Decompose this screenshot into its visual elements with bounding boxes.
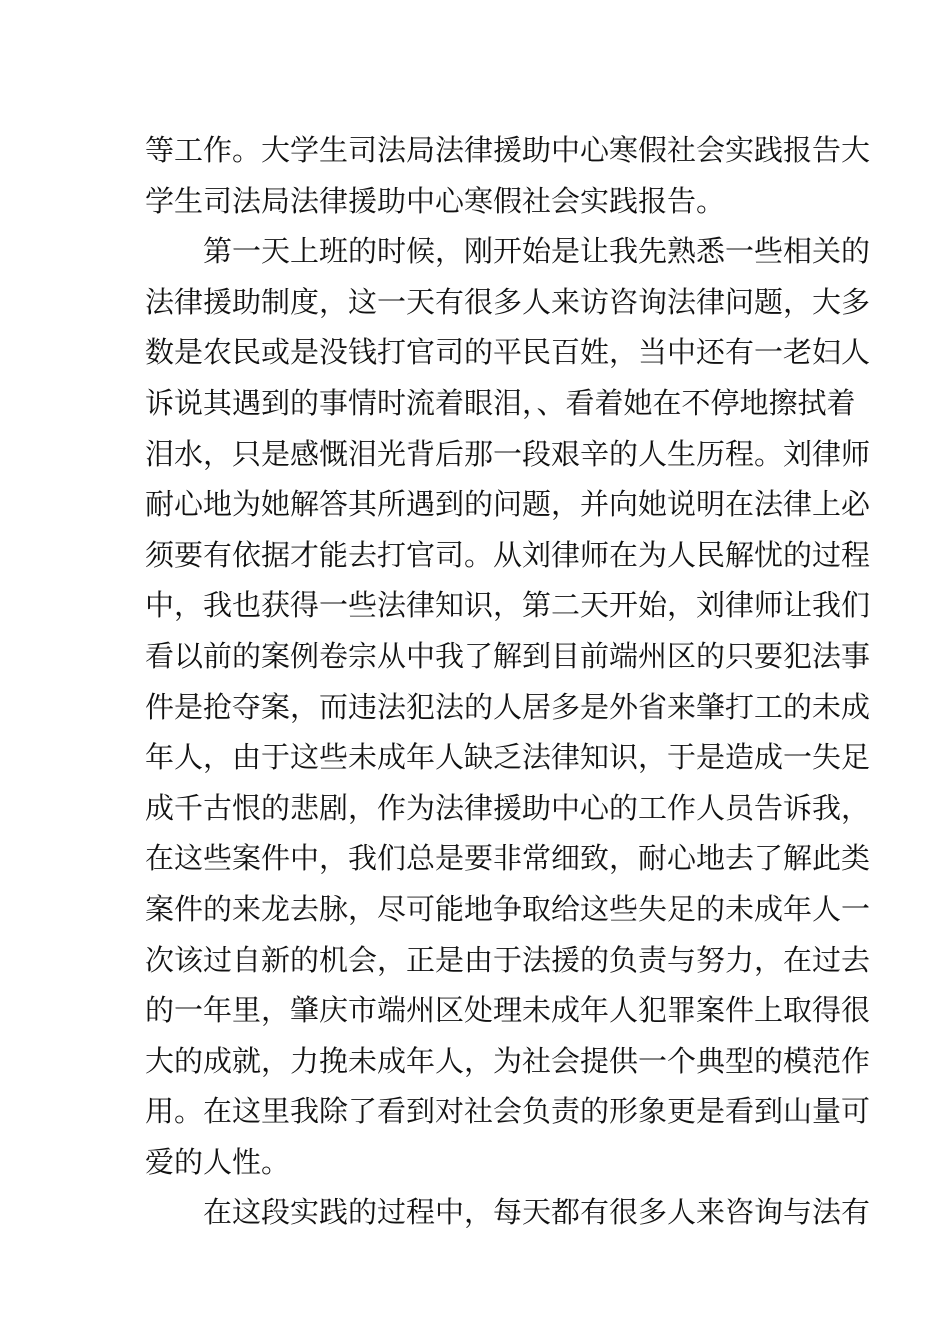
text-line: 须要有依据才能去打官司。从刘律师在为人民解忧的过程	[145, 537, 871, 572]
text-line: 案件的来龙去脉，尽可能地争取给这些失足的未成年人一	[145, 891, 871, 926]
text-line: 看以前的案例卷宗从中我了解到目前端州区的只要犯法事	[145, 638, 871, 673]
text-line: 等工作。大学生司法局法律援助中心寒假社会实践报告大	[145, 133, 871, 167]
text-line: 第一天上班的时候，刚开始是让我先熟悉一些相关的	[203, 234, 871, 269]
text-line: 爱的人性。	[145, 1144, 291, 1179]
text-line: 件是抢夺案，而违法犯法的人居多是外省来肇打工的未成	[145, 689, 871, 724]
text-line: 年人，由于这些未成年人缺乏法律知识，于是造成一失足	[145, 740, 871, 775]
text-line: 诉说其遇到的事情时流着眼泪，、看着她在不停地擦拭着	[145, 385, 856, 420]
text-line: 学生司法局法律援助中心寒假社会实践报告。	[145, 183, 726, 218]
text-line: 在这段实践的过程中，每天都有很多人来咨询与法有	[203, 1195, 871, 1230]
text-line: 中，我也获得一些法律知识，第二天开始，刘律师让我们	[145, 588, 871, 623]
text-line: 法律援助制度，这一天有很多人来访咨询法律问题，大多	[145, 284, 871, 319]
text-line: 耐心地为她解答其所遇到的问题，并向她说明在法律上必	[145, 487, 871, 522]
text-line: 在这些案件中，我们总是要非常细致，耐心地去了解此类	[145, 841, 871, 876]
body-text	[145, 125, 871, 1238]
text-line: 成千古恨的悲剧，作为法律援助中心的工作人员告诉我，	[145, 790, 871, 825]
text-line: 数是农民或是没钱打官司的平民百姓，当中还有一老妇人	[145, 335, 871, 370]
text-line: 次该过自新的机会，正是由于法援的负责与努力，在过去	[145, 942, 871, 977]
text-line: 泪水，只是感慨泪光背后那一段艰辛的人生历程。刘律师	[145, 436, 871, 471]
text-line: 大的成就，力挽未成年人，为社会提供一个典型的模范作	[145, 1043, 871, 1078]
text-line: 的一年里，肇庆市端州区处理未成年人犯罪案件上取得很	[145, 993, 871, 1028]
text-line: 用。在这里我除了看到对社会负责的形象更是看到山量可	[145, 1094, 871, 1129]
